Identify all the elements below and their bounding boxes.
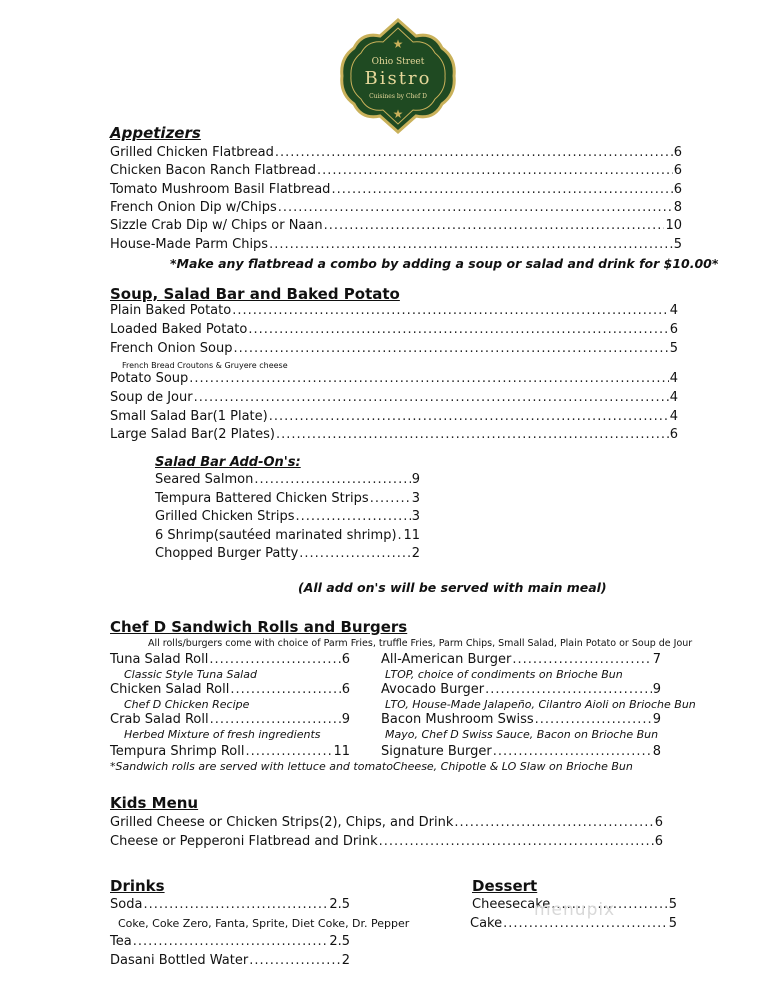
item-price: 8 (673, 199, 682, 215)
menu-item (110, 163, 682, 178)
menu-item (110, 427, 678, 442)
item-name: Chicken Bacon Ranch Flatbread (110, 163, 317, 179)
dot-leader (370, 491, 411, 506)
dot-leader (493, 744, 652, 759)
dot-leader (276, 427, 669, 442)
sandwich-heading: Chef D Sandwich Rolls and Burgers (110, 618, 408, 636)
dot-leader (295, 509, 410, 524)
item-name: Dasani Bottled Water (110, 953, 249, 968)
item-price: 6 (341, 652, 350, 667)
menu-item (381, 744, 661, 759)
drinks-heading: Drinks (110, 877, 165, 895)
item-name: Bacon Mushroom Swiss (381, 712, 534, 727)
item-price: 8 (652, 744, 661, 759)
item-price: 6 (669, 322, 678, 337)
item-price: 10 (665, 218, 682, 234)
menu-item (110, 200, 682, 215)
item-name: House-Made Parm Chips (110, 236, 269, 252)
item-price: 9 (341, 712, 350, 727)
dot-leader (278, 200, 673, 215)
watermark: menupix (534, 900, 616, 920)
item-price: 2 (411, 546, 420, 562)
item-name: Cake (470, 916, 503, 931)
french-onion-note: French Bread Croutons & Gruyere cheese (122, 361, 288, 370)
dot-leader (324, 218, 665, 233)
menu-item (110, 371, 678, 386)
dot-leader (230, 682, 340, 697)
item-name: Soup de Jour (110, 390, 193, 405)
item-price: 4 (669, 303, 678, 318)
item-name: Crab Salad Roll (110, 712, 209, 727)
menu-item (110, 712, 350, 727)
dot-leader (232, 303, 669, 318)
dot-leader (454, 815, 653, 830)
item-description: LTO, House-Made Jalapeño, Cilantro Aioli on Brioche Bun (385, 698, 696, 711)
appetizers-note: *Make any flatbread a combo by adding a soup or salad and drink for $10.00* (170, 256, 719, 271)
item-name: Tuna Salad Roll (110, 652, 209, 667)
item-name: Chopped Burger Patty (155, 546, 299, 562)
dot-leader (248, 322, 668, 337)
dot-leader (189, 371, 668, 386)
item-name: Tea (110, 934, 132, 949)
dot-leader (143, 897, 328, 912)
item-price: 2.5 (329, 897, 350, 912)
menu-item (110, 652, 350, 667)
item-description: Cheese, Chipotle & LO Slaw on Brioche Bun (393, 760, 633, 773)
item-price: 5 (668, 897, 677, 912)
item-description: Mayo, Chef D Swiss Sauce, Bacon on Brioche Bun (385, 728, 659, 741)
dessert-heading: Dessert (472, 877, 538, 895)
item-name: Loaded Baked Potato (110, 322, 248, 337)
item-name: Seared Salmon (155, 472, 254, 487)
menu-item (110, 815, 663, 830)
item-name: Tomato Mushroom Basil Flatbread (110, 181, 331, 197)
dot-leader (133, 934, 329, 949)
item-description: Chef D Chicken Recipe (124, 698, 250, 711)
menu-item (110, 303, 678, 318)
item-price: 4 (669, 390, 678, 405)
addons-note: (All add on's will be served with main meal) (298, 580, 607, 595)
menu-item (110, 744, 350, 759)
dot-leader (210, 712, 341, 727)
addons-heading: Salad Bar Add-On's: (155, 455, 301, 470)
item-price: 11 (333, 744, 350, 759)
menu-item (110, 390, 678, 405)
item-description: Classic Style Tuna Salad (124, 668, 257, 681)
item-price: 9 (652, 712, 661, 727)
dot-leader (249, 953, 341, 968)
item-name: Cheese or Pepperoni Flatbread and Drink (110, 833, 378, 849)
kids-heading: Kids Menu (110, 794, 199, 812)
item-name: French Onion Soup (110, 341, 233, 356)
menu-item (381, 712, 661, 727)
menu-item (110, 237, 682, 252)
item-name: Plain Baked Potato (110, 303, 232, 318)
item-name: French Onion Dip w/Chips (110, 199, 277, 215)
item-description: LTOP, choice of condiments on Brioche Bun (385, 668, 623, 681)
item-price: 6 (673, 181, 682, 197)
item-price: 6 (673, 145, 682, 160)
item-price: 9 (411, 472, 420, 487)
item-name: Grilled Chicken Strips (155, 509, 295, 525)
menu-item (110, 834, 663, 849)
item-price: 5 (669, 341, 678, 356)
menu-item (110, 145, 682, 160)
svg-text:Bistro: Bistro (364, 68, 432, 89)
sandwich-subtitle: All rolls/burgers come with choice of Parm Fries, truffle Fries, Parm Chips, Small Salad, Plain Potato or Soup de Jour (148, 638, 693, 649)
menu-item (110, 897, 350, 912)
svg-text:★: ★ (392, 107, 404, 121)
dot-leader (269, 409, 669, 424)
bistro-logo (338, 18, 458, 134)
dot-leader (512, 652, 651, 667)
dot-leader (194, 390, 669, 405)
soup-heading: Soup, Salad Bar and Baked Potato (110, 285, 400, 303)
menu-item (155, 509, 420, 524)
item-price: 2 (341, 953, 350, 968)
item-price: 9 (652, 682, 661, 697)
menu-item (155, 546, 420, 561)
item-name: Cheesecake (472, 897, 551, 912)
item-price: 6 (654, 833, 663, 849)
item-price: 6 (654, 815, 663, 830)
item-name: Potato Soup (110, 371, 189, 386)
menu-item (155, 472, 420, 487)
menu-item (110, 322, 678, 337)
item-price: 3 (411, 490, 420, 506)
menu-item (110, 341, 678, 356)
svg-text:★: ★ (392, 37, 404, 51)
svg-text:Ohio Street: Ohio Street (371, 57, 425, 67)
dot-leader (535, 712, 652, 727)
item-name: Chicken Salad Roll (110, 682, 230, 697)
item-price: 7 (652, 652, 661, 667)
dot-leader (398, 528, 403, 543)
menu-item (110, 182, 682, 197)
item-name: Avocado Burger (381, 682, 485, 697)
item-name: Small Salad Bar(1 Plate) (110, 409, 268, 424)
item-price: 4 (669, 371, 678, 386)
menu-item (381, 652, 661, 667)
item-name: 6 Shrimp(sautéed marinated shrimp) (155, 527, 397, 543)
item-price: 5 (668, 916, 677, 931)
appetizers-heading: Appetizers (110, 124, 201, 142)
item-name: All-American Burger (381, 652, 512, 667)
svg-text:Cuisines by Chef D: Cuisines by Chef D (369, 93, 427, 100)
dot-leader (245, 744, 332, 759)
item-price: 11 (403, 527, 420, 543)
item-price: 6 (341, 682, 350, 697)
item-description: *Sandwich rolls are served with lettuce and tomato (110, 760, 393, 773)
dot-leader (331, 182, 672, 197)
item-price: 6 (673, 163, 682, 179)
item-name: Signature Burger (381, 744, 492, 759)
item-price: 2.5 (329, 934, 350, 949)
item-name: Tempura Shrimp Roll (110, 744, 245, 759)
item-name: Soda (110, 897, 143, 912)
item-description: Herbed Mixture of fresh ingredients (124, 728, 321, 741)
dot-leader (299, 546, 410, 561)
menu-item (110, 934, 350, 949)
dot-leader (269, 237, 673, 252)
item-name: Large Salad Bar(2 Plates) (110, 427, 275, 442)
dot-leader (209, 652, 340, 667)
dot-leader (485, 682, 652, 697)
menu-item (110, 218, 682, 233)
dot-leader (317, 163, 673, 178)
item-price: 3 (411, 509, 420, 525)
menu-item (155, 528, 420, 543)
item-name: Sizzle Crab Dip w/ Chips or Naan (110, 218, 323, 234)
menu-item (110, 953, 350, 968)
item-price: 6 (669, 427, 678, 442)
dot-leader (275, 145, 673, 160)
menu-item (155, 491, 420, 506)
dot-leader (254, 472, 410, 487)
menu-item (381, 682, 661, 697)
item-price: 5 (673, 236, 682, 252)
item-name: Tempura Battered Chicken Strips (155, 490, 369, 506)
item-name: Grilled Cheese or Chicken Strips(2), Chips, and Drink (110, 815, 454, 830)
menu-item (110, 409, 678, 424)
soda-note: Coke, Coke Zero, Fanta, Sprite, Diet Coke, Dr. Pepper (118, 917, 410, 930)
dot-leader (233, 341, 668, 356)
item-name: Grilled Chicken Flatbread (110, 145, 274, 160)
item-price: 4 (669, 409, 678, 424)
dot-leader (379, 834, 654, 849)
menu-item (110, 682, 350, 697)
